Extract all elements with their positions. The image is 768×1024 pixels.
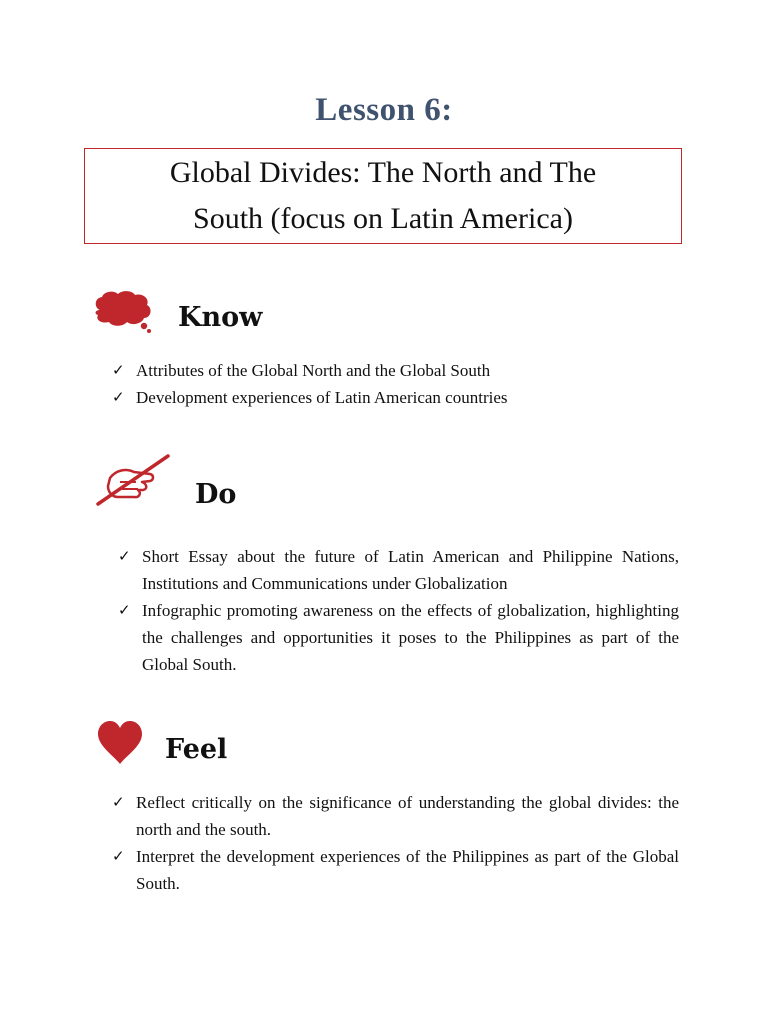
writing-hand-icon [92, 452, 172, 508]
lesson-subtitle-line-2: South (focus on Latin America) [193, 202, 573, 235]
list-item: ✓ Attributes of the Global North and the Global South [112, 357, 692, 384]
list-item: ✓ Short Essay about the future of Latin American and Philippine Nations, Institutions and Communications under Globalization [118, 543, 679, 597]
list-item: ✓ Infographic promoting awareness on the effects of globalization, highlighting the challenges and opportunities it poses to the Philippines as part of the Global South. [118, 597, 679, 678]
heart-icon [96, 720, 144, 766]
feel-heading: Feel [165, 734, 228, 765]
check-icon: ✓ [112, 361, 125, 379]
lesson-title: Lesson 6: [315, 92, 453, 128]
thought-bubble-icon [90, 290, 154, 334]
lesson-subtitle-line-1: Global Divides: The North and The [169, 156, 597, 189]
check-icon: ✓ [112, 793, 125, 811]
know-list [112, 357, 692, 411]
check-icon: ✓ [118, 547, 131, 565]
feel-list [112, 789, 679, 897]
lesson-subtitle-box [84, 148, 682, 244]
do-list [118, 543, 679, 678]
check-icon: ✓ [118, 601, 131, 619]
check-icon: ✓ [112, 847, 125, 865]
list-item: ✓ Reflect critically on the significance of understanding the global divides: the north and the south. [112, 789, 679, 843]
list-item: ✓ Interpret the development experiences of the Philippines as part of the Global South. [112, 843, 679, 897]
list-item: ✓ Development experiences of Latin American countries [112, 384, 692, 411]
know-heading: Know [178, 302, 263, 333]
check-icon: ✓ [112, 388, 125, 406]
do-heading: Do [195, 479, 237, 510]
